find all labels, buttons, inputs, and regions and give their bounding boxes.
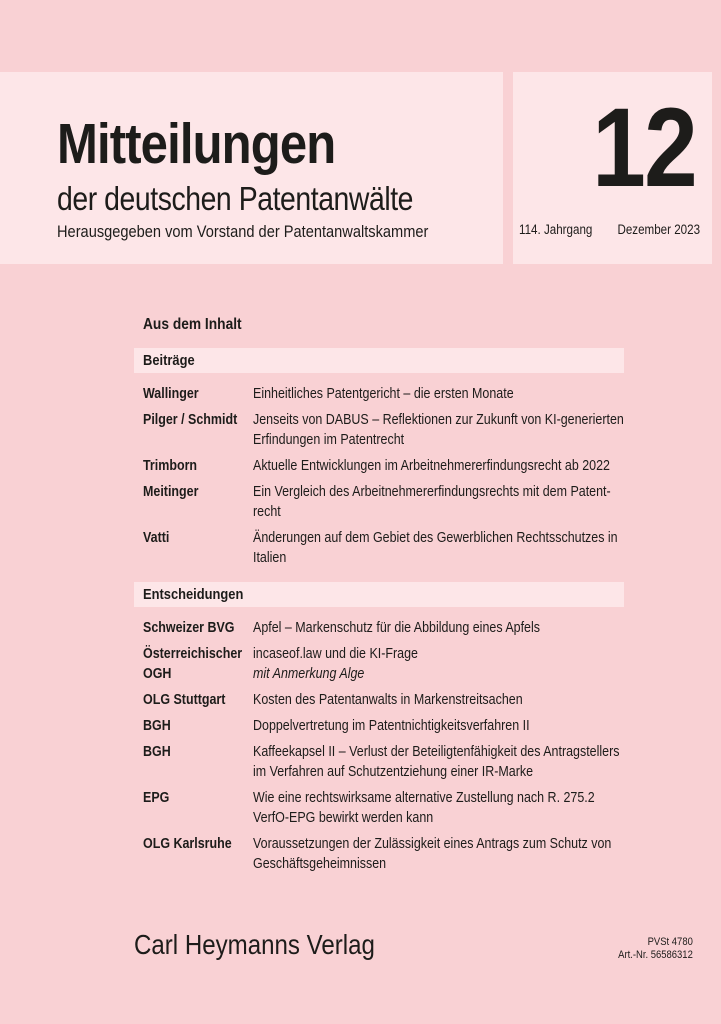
publisher-line-text: Herausgegeben vom Vorstand der Patentanwaltskammer	[57, 222, 429, 241]
entry-title-cell	[253, 618, 624, 638]
entry-title: Kaffeekapsel II – Verlust der Beteiligtenfähigkeit des Antragstellers im Verfahren auf Schutzentziehung einer IR-Marke	[253, 744, 620, 780]
entry-title-cell	[253, 834, 624, 874]
entry-author-cell	[143, 618, 253, 638]
toc-entry	[134, 742, 624, 782]
toc-entry	[134, 834, 624, 874]
volume-label: 114. Jahrgang	[519, 222, 593, 237]
entry-author: Österreichischer OGH	[143, 646, 243, 682]
entry-author-cell	[143, 716, 253, 736]
entry-author-cell	[143, 788, 253, 828]
journal-title-text: Mitteilungen	[57, 112, 336, 176]
entry-title: Einheitliches Patentgericht – die ersten Monate	[253, 386, 514, 402]
entry-author-cell	[143, 482, 253, 522]
entry-author-cell	[143, 456, 253, 476]
issue-number-text: 12	[592, 85, 696, 210]
entry-title: Änderungen auf dem Gebiet des Gewerblichen Rechtsschutzes in Italien	[253, 530, 618, 566]
footer-publisher	[134, 929, 414, 961]
entry-author: BGH	[143, 718, 171, 734]
issue-meta	[519, 222, 701, 238]
entry-author-cell	[143, 834, 253, 874]
journal-subtitle	[57, 182, 503, 215]
entry-title-cell	[253, 410, 624, 450]
entry-author-cell	[143, 690, 253, 710]
toc-entry	[134, 644, 624, 684]
section-label: Beiträge	[143, 352, 195, 369]
toc-entry	[134, 690, 624, 710]
entry-title-cell	[253, 528, 624, 568]
toc-entry	[134, 482, 624, 522]
entry-title: Apfel – Markenschutz für die Abbildung eines Apfels	[253, 620, 540, 636]
issue-number	[513, 85, 712, 210]
masthead-title-panel	[0, 72, 503, 264]
entry-note: mit Anmerkung Alge	[253, 666, 365, 682]
contents-heading-text: Aus dem Inhalt	[143, 316, 242, 333]
footer-ids	[606, 936, 693, 961]
entry-author: EPG	[143, 790, 170, 806]
toc-entry	[134, 384, 624, 404]
entry-title-cell	[253, 482, 624, 522]
toc-entry	[134, 410, 624, 450]
footer-article-number: Art.-Nr. 56586312	[618, 948, 693, 961]
section-band-beitraege	[134, 348, 624, 373]
entry-title-cell	[253, 716, 624, 736]
entry-title-cell	[253, 456, 624, 476]
entry-author-cell	[143, 742, 253, 782]
entry-title: incaseof.law und die KI-Frage	[253, 646, 418, 662]
entry-author-cell	[143, 410, 253, 450]
section-label: Entscheidungen	[143, 586, 244, 603]
issue-date: Dezember 2023	[617, 222, 701, 237]
entry-title: Aktuelle Entwicklungen im Arbeitnehmererfindungsrecht ab 2022	[253, 458, 610, 474]
toc-entry	[134, 618, 624, 638]
footer-postal-id: PVSt 4780	[647, 936, 693, 948]
entry-title: Wie eine rechtswirksame alternative Zustellung nach R. 275.2 VerfO-EPG bewirkt werden kann	[253, 790, 595, 826]
entry-author-cell	[143, 644, 253, 684]
entry-title-cell	[253, 788, 624, 828]
entry-title-cell	[253, 644, 624, 684]
entry-author: OLG Stuttgart	[143, 692, 226, 708]
entry-author: Meitinger	[143, 484, 199, 500]
toc-entry	[134, 716, 624, 736]
entry-author: Vatti	[143, 530, 170, 546]
entry-author: Pilger / Schmidt	[143, 412, 238, 428]
entry-author: BGH	[143, 744, 171, 760]
contents-heading	[134, 316, 624, 334]
entry-title: Jenseits von DABUS – Reflektionen zur Zukunft von KI-generierten Erfindungen im Patentrecht	[253, 412, 624, 448]
toc-entry	[134, 528, 624, 568]
entry-author: Trimborn	[143, 458, 198, 474]
entry-author-cell	[143, 384, 253, 404]
entry-title: Kosten des Patentanwalts in Markenstreitsachen	[253, 692, 523, 708]
footer	[134, 929, 693, 961]
toc-entry	[134, 456, 624, 476]
contents	[134, 316, 624, 880]
entry-author-cell	[143, 528, 253, 568]
journal-subtitle-text: der deutschen Patentanwälte	[57, 180, 414, 217]
entry-author: Wallinger	[143, 386, 199, 402]
entry-title-cell	[253, 690, 624, 710]
publisher-line	[57, 223, 503, 242]
journal-title	[57, 112, 503, 176]
entry-author: Schweizer BVG	[143, 620, 235, 636]
section-band-entscheidungen	[134, 582, 624, 607]
footer-publisher-text: Carl Heymanns Verlag	[134, 929, 375, 960]
entry-author: OLG Karlsruhe	[143, 836, 232, 852]
toc-entry	[134, 788, 624, 828]
entry-title-cell	[253, 384, 624, 404]
entry-title: Voraussetzungen der Zulässigkeit eines Antrags zum Schutz von Geschäftsgeheimnissen	[253, 836, 612, 872]
issue-panel	[513, 72, 712, 264]
entry-title: Doppelvertretung im Patentnichtigkeitsverfahren II	[253, 718, 530, 734]
entry-title: Ein Vergleich des Arbeitnehmererfindungsrechts mit dem Patentrecht	[253, 484, 611, 520]
entry-title-cell	[253, 742, 624, 782]
